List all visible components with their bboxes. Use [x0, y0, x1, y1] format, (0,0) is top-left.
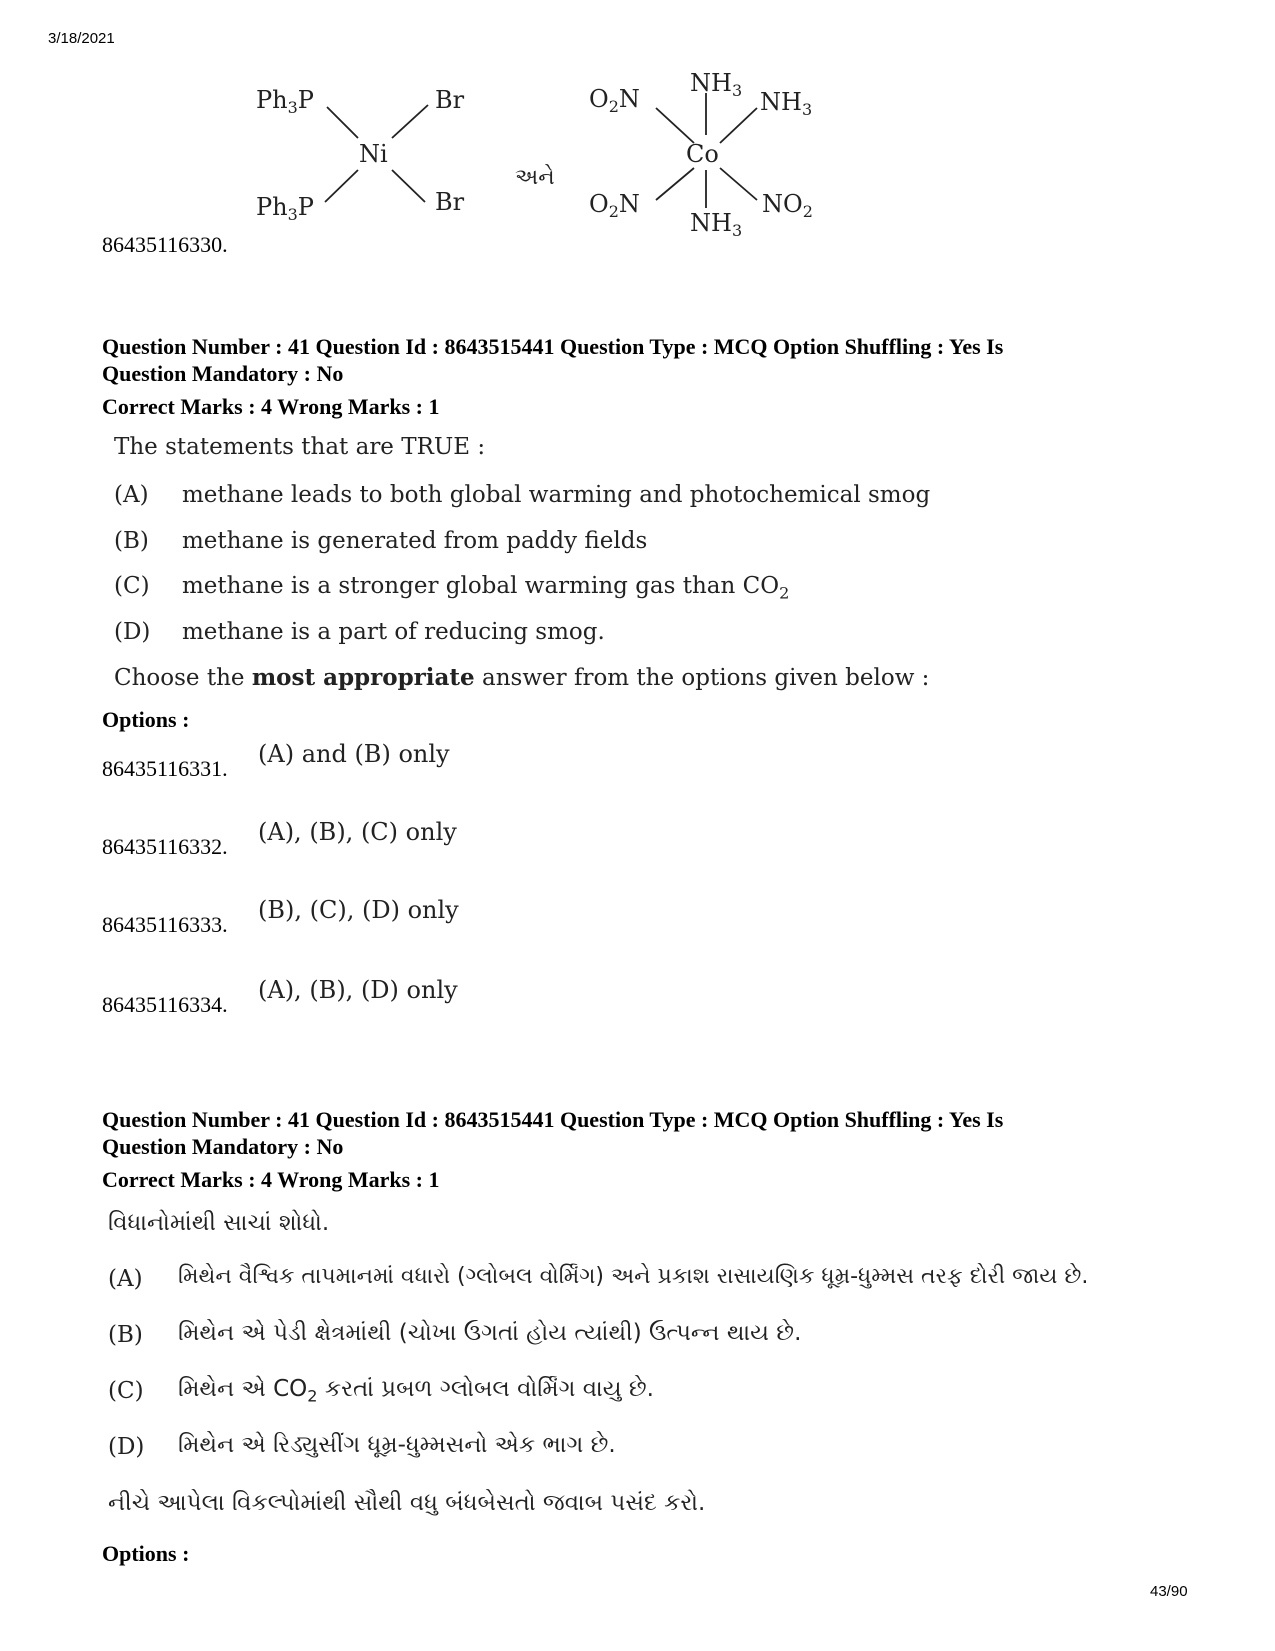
ligand-br-top: Br [435, 86, 465, 114]
question-stem: વિધાનોમાંથી સાચાં શોધો. [108, 1210, 330, 1236]
option-text: (B), (C), (D) only [258, 896, 459, 924]
question-meta-line1: Question Number : 41 Question Id : 8643515441 Question Type : MCQ Option Shuffling : Yes Is [102, 1107, 1004, 1132]
statement-b-label: (B) [108, 1322, 143, 1348]
option-text: (A), (B), (D) only [258, 976, 458, 1004]
option-id: 86435116330. [102, 232, 228, 257]
ligand-o2n-top: $O_2N$ [589, 85, 640, 116]
ligand-nh3-top: $NH_3$ [690, 69, 743, 100]
ligand-ph3p-top: $Ph_3P$ [256, 86, 314, 117]
statement-a-text: મિથેન વૈશ્વિક તાપમાનમાં વધારો (ગ્લોબલ વોર્મિંગ) અને પ્રકાશ રાસાયણિક ધૂમ્ર-ધુમ્મસ તરફ દોરી જાય છે. [178, 1264, 1089, 1289]
statement-c-text: methane is a stronger global warming gas than $CO_2$ [182, 573, 790, 603]
statement-d-text: methane is a part of reducing smog. [182, 619, 605, 645]
question-meta-line2: Question Mandatory : No [102, 1134, 344, 1159]
question-header-en [102, 333, 1222, 420]
question-marks: Correct Marks : 4 Wrong Marks : 1 [102, 394, 440, 419]
statement-d-label: (D) [114, 619, 151, 645]
option-id: 86435116332. [102, 834, 228, 859]
option-id: 86435116334. [102, 992, 228, 1017]
ligand-o2n-bottom: $O_2N$ [589, 190, 640, 221]
ligand-no2: $NO_2$ [762, 190, 813, 221]
option-id: 86435116333. [102, 912, 228, 937]
statement-a-text: methane leads to both global warming and photochemical smog [182, 482, 931, 508]
statement-a-label: (A) [108, 1266, 143, 1292]
question-meta-line1: Question Number : 41 Question Id : 8643515441 Question Type : MCQ Option Shuffling : Yes Is [102, 334, 1004, 359]
ligand-br-bottom: Br [435, 188, 465, 216]
ligand-ph3p-bottom: $Ph_3P$ [256, 193, 314, 224]
page-number: 43/90 [1150, 1583, 1188, 1600]
question-marks: Correct Marks : 4 Wrong Marks : 1 [102, 1167, 440, 1192]
statement-b-text: મિથેન એ પેડી ક્ષેત્રમાંથી (ચોખા ઉગતાં હોય ત્યાંથી) ઉત્પન્ન થાય છે. [178, 1320, 802, 1346]
metal-ni: Ni [359, 140, 388, 168]
options-label: Options : [102, 1541, 190, 1566]
option-id: 86435116331. [102, 756, 228, 781]
ligand-nh3-right: $NH_3$ [760, 88, 813, 119]
options-label: Options : [102, 707, 190, 732]
statement-c-label: (C) [108, 1378, 144, 1404]
connector-and: અને [515, 165, 555, 190]
question-header-gu [102, 1106, 1222, 1193]
statement-d-label: (D) [108, 1434, 145, 1460]
question-stem: The statements that are TRUE : [114, 434, 486, 460]
metal-co: Co [686, 140, 719, 168]
statement-b-label: (B) [114, 528, 149, 554]
statement-b-text: methane is generated from paddy fields [182, 528, 648, 554]
complex-structures-figure [0, 0, 1275, 260]
statement-a-label: (A) [114, 482, 149, 508]
ligand-nh3-bottom: $NH_3$ [690, 209, 743, 240]
previous-question-option [0, 0, 1275, 260]
print-date: 3/18/2021 [48, 30, 115, 47]
option-text: (A) and (B) only [258, 740, 450, 768]
statement-c-text: મિથેન એ $CO_2$ કરતાં પ્રબળ ગ્લોબલ વોર્મિંગ વાયુ છે. [178, 1376, 654, 1406]
statement-c-label: (C) [114, 573, 150, 599]
question-instruction: Choose the most appropriate answer from the options given below : [114, 664, 930, 691]
statement-d-text: મિથેન એ રિડ્યુસીંગ ધૂમ્ર-ધુમ્મસનો એક ભાગ છે. [178, 1432, 616, 1458]
question-meta-line2: Question Mandatory : No [102, 361, 344, 386]
option-text: (A), (B), (C) only [258, 818, 457, 846]
question-instruction: નીચે આપેલા વિકલ્પોમાંથી સૌથી વધુ બંધબેસતો જવાબ પસંદ કરો. [108, 1490, 706, 1516]
